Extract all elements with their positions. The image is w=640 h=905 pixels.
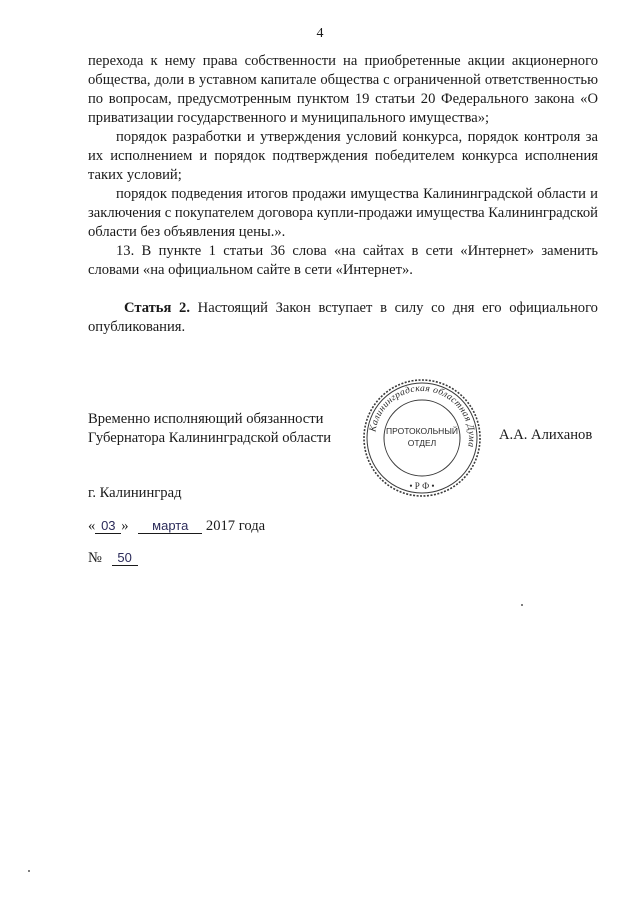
paragraph-contest-order: порядок разработки и утверждения условий конкурса, порядок контроля за их исполнением и порядок подтверждения победителем конкурса исполнения таких условий; [88, 129, 598, 183]
date-month: марта [138, 518, 202, 534]
paragraph-continuation: перехода к нему права собственности на приобретенные акции акционерного общества, доли в уставном капитале общества с ограниченной ответственностью по вопросам, предусмотренным пунктом 19 статьи 20 Федерального закона «О приватизации государственного и муниципального имущества»; [88, 53, 598, 126]
date-line [88, 518, 265, 535]
document-number: 50 [112, 550, 138, 566]
quote-close: » [121, 518, 129, 534]
stamp-bottom-text: • Р Ф • [409, 481, 435, 491]
page-number: 4 [316, 26, 324, 41]
number-sign: № [88, 550, 102, 566]
article-2-label: Статья 2. [124, 300, 190, 316]
signatory-position [88, 410, 331, 448]
scan-speck [28, 870, 30, 872]
document-number-line [88, 550, 138, 567]
official-stamp [360, 376, 484, 500]
document-body [88, 52, 598, 337]
paragraph-item-13: 13. В пункте 1 статьи 36 слова «на сайтах в сети «Интернет» заменить словами «на официальном сайте в сети «Интернет». [88, 243, 598, 278]
article-2 [88, 299, 598, 337]
quote-open: « [88, 518, 96, 534]
stamp-ring-text: Калининградская областная Дума [368, 383, 477, 449]
city-line: г. Калининград [88, 485, 182, 501]
stamp-center-line-1: ПРОТОКОЛЬНЫЙ [386, 426, 458, 436]
stamp-center-line-2: ОТДЕЛ [407, 438, 437, 448]
paragraph-sale-results: порядок подведения итогов продажи имущества Калининградской области и заключения с покупателем договора купли-продажи имущества Калининградской области без объявления цены.». [88, 186, 598, 240]
position-line-2: Губернатора Калининградской области [88, 430, 332, 446]
date-year: 2017 года [205, 518, 266, 534]
article-2-text: Настоящий Закон вступает в силу со дня его официального опубликования. [88, 300, 598, 335]
position-line-1: Временно исполняющий обязанности [88, 411, 324, 427]
scan-speck [521, 604, 523, 606]
date-day: 03 [95, 518, 121, 534]
signatory-name: А.А. Алиханов [499, 427, 593, 443]
